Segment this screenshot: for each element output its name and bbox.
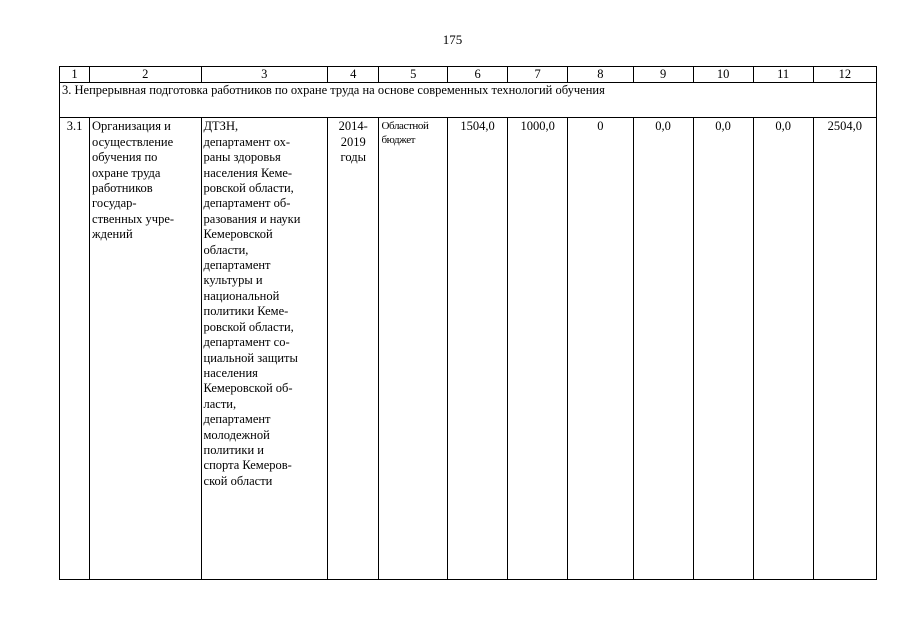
page-number: 175 [442, 32, 463, 47]
column-header: 11 [753, 67, 813, 83]
column-header: 5 [379, 67, 448, 83]
program-activities-table [59, 66, 877, 580]
section-title: 3. Непрерывная подготовка работников по охране труда на основе современных технологий обучения [60, 83, 877, 118]
value-col-9: 0,0 [633, 118, 693, 580]
value-col-10: 0,0 [693, 118, 753, 580]
activity-name: Организация и осуществление обучения по охране труда работников государ- ственных учре- ждений [90, 118, 202, 580]
period: 2014- 2019 годы [328, 118, 379, 580]
column-header: 8 [568, 67, 633, 83]
executors: ДТЗН, департамент ох- раны здоровья населения Кеме- ровской области, департамент об- разования и науки Кемеровской области, департамент культуры и национальной политики Кеме- ровской области, департамент со- циальной защиты населения Кемеровской об- ласти, департамент молодежной политики и спорта Кемеров- ской области [201, 118, 328, 580]
column-header: 12 [813, 67, 876, 83]
table-row [60, 118, 877, 580]
value-col-11: 0,0 [753, 118, 813, 580]
row-number: 3.1 [60, 118, 90, 580]
column-header: 2 [90, 67, 202, 83]
value-col-8: 0 [568, 118, 633, 580]
column-header: 7 [508, 67, 568, 83]
value-col-6: 1504,0 [448, 118, 508, 580]
column-header: 1 [60, 67, 90, 83]
column-header: 3 [201, 67, 328, 83]
funding-source: Областной бюджет [379, 118, 448, 580]
column-number-row [60, 67, 877, 83]
column-header: 4 [328, 67, 379, 83]
column-header: 6 [448, 67, 508, 83]
section-row [60, 83, 877, 118]
column-header: 10 [693, 67, 753, 83]
column-header: 9 [633, 67, 693, 83]
value-col-12: 2504,0 [813, 118, 876, 580]
value-col-7: 1000,0 [508, 118, 568, 580]
